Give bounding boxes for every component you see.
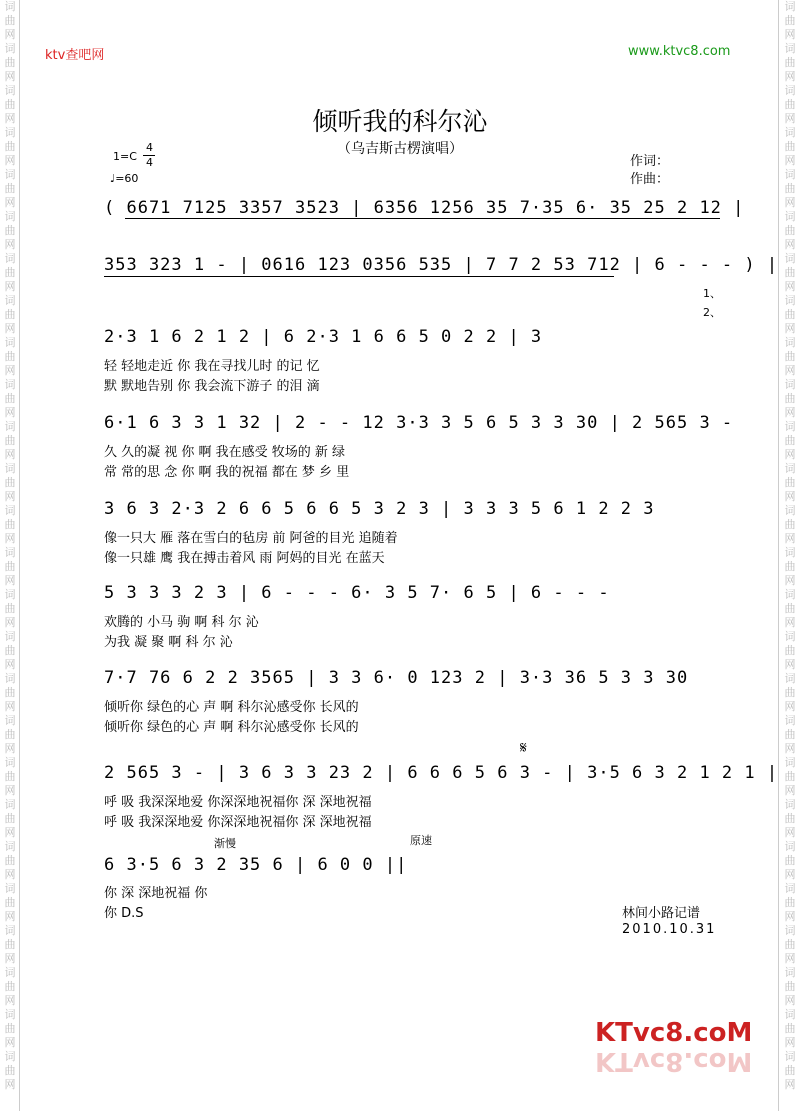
watermark-glyph: 网 [4, 448, 16, 461]
watermark-glyph: 曲 [784, 728, 796, 741]
watermark-glyph: 网 [784, 448, 796, 461]
watermark-glyph: 网 [784, 616, 796, 629]
watermark-glyph: 网 [4, 574, 16, 587]
score-row-1: ( 6671 7125 3357 3523 | 6356 1256 35 7·35 6· 35 25 2 12 | [104, 198, 745, 218]
watermark-glyph: 网 [4, 238, 16, 251]
watermark-glyph: 网 [784, 322, 796, 335]
site-name-left[interactable]: ktv查吧网 [45, 48, 105, 63]
rit-label: 渐慢 [214, 837, 236, 850]
watermark-glyph: 网 [4, 112, 16, 125]
watermark-glyph: 网 [4, 742, 16, 755]
watermark-glyph: 词 [784, 1008, 796, 1021]
watermark-glyph: 曲 [784, 56, 796, 69]
watermark-glyph: 网 [4, 364, 16, 377]
score-row-7: 7·7 76 6 2 2 3565 | 3 3 6· 0 123 2 | 3·3 36 5 3 3 30 [104, 668, 689, 688]
watermark-glyph: 曲 [784, 14, 796, 27]
watermark-glyph: 曲 [784, 602, 796, 615]
watermark-glyph: 词 [4, 462, 16, 475]
watermark-glyph: 曲 [784, 476, 796, 489]
watermark-glyph: 词 [784, 126, 796, 139]
watermark-glyph: 网 [784, 952, 796, 965]
watermark-glyph: 词 [784, 966, 796, 979]
watermark-glyph: 词 [784, 588, 796, 601]
watermark-glyph: 词 [4, 840, 16, 853]
watermark-glyph: 词 [4, 546, 16, 559]
watermark-glyph: 曲 [784, 560, 796, 573]
watermark-glyph: 网 [784, 994, 796, 1007]
watermark-glyph: 网 [784, 532, 796, 545]
score-row-2: 353 323 1 - | 0616 123 0356 535 | 7 7 2 53 712 | 6 - - - ) | [104, 255, 779, 275]
watermark-glyph: 网 [4, 196, 16, 209]
lyric-row-3-verse-2: 默 默地告别 你 我会流下游子 的泪 滴 [104, 379, 320, 394]
watermark-glyph: 词 [784, 882, 796, 895]
watermark-glyph: 词 [784, 546, 796, 559]
watermark-glyph: 曲 [784, 1022, 796, 1035]
watermark-glyph: 网 [4, 826, 16, 839]
watermark-glyph: 曲 [4, 98, 16, 111]
watermark-glyph: 曲 [4, 980, 16, 993]
composer-label: 作曲： [630, 172, 670, 187]
key-signature: 1=C [113, 150, 137, 163]
watermark-glyph: 曲 [4, 308, 16, 321]
watermark-glyph: 网 [4, 616, 16, 629]
watermark-glyph: 网 [784, 196, 796, 209]
watermark-glyph: 词 [4, 336, 16, 349]
score-row-9: 6 3·5 6 3 2 35 6 | 6 0 0 || [104, 855, 408, 875]
song-title: 倾听我的科尔沁 [312, 107, 488, 136]
transcriber-credit: 林间小路记谱 [622, 906, 701, 921]
watermark-glyph: 网 [784, 658, 796, 671]
transcription-date: 2010.10.31 [622, 922, 717, 937]
watermark-glyph: 词 [4, 378, 16, 391]
watermark-glyph: 曲 [4, 140, 16, 153]
watermark-glyph: 网 [4, 322, 16, 335]
watermark-glyph: 网 [784, 826, 796, 839]
watermark-glyph: 词 [784, 168, 796, 181]
lyric-row-9-verse-2: 你 D.S [104, 906, 144, 921]
lyric-row-7-verse-1: 倾听你 绿色的心 声 啊 科尔沁感受你 长风的 [104, 700, 359, 715]
row-2-underline [104, 276, 614, 277]
watermark-glyph: 词 [4, 588, 16, 601]
watermark-glyph: 词 [784, 504, 796, 517]
watermark-glyph: 词 [4, 420, 16, 433]
watermark-glyph: 词 [4, 504, 16, 517]
watermark-glyph: 曲 [4, 770, 16, 783]
watermark-glyph: 词 [4, 1050, 16, 1063]
watermark-glyph: 网 [4, 1036, 16, 1049]
watermark-glyph: 曲 [4, 560, 16, 573]
watermark-glyph: 曲 [784, 434, 796, 447]
watermark-glyph: 网 [4, 490, 16, 503]
site-url-right[interactable]: www.ktvc8.com [628, 44, 731, 59]
watermark-glyph: 网 [4, 532, 16, 545]
watermark-glyph: 曲 [4, 518, 16, 531]
watermark-glyph: 曲 [784, 182, 796, 195]
lyric-row-4-verse-2: 常 常的思 念 你 啊 我的祝福 都在 梦 乡 里 [104, 465, 350, 480]
watermark-glyph: 词 [784, 42, 796, 55]
time-signature-top: 4 [146, 141, 153, 154]
watermark-glyph: 曲 [784, 938, 796, 951]
time-signature-bottom: 4 [146, 156, 153, 169]
logo-text: KTvc8.coM [595, 1018, 753, 1048]
watermark-glyph: 曲 [4, 644, 16, 657]
watermark-glyph: 词 [784, 672, 796, 685]
row-1-underline [125, 218, 720, 219]
lyric-row-6-verse-2: 为我 凝 聚 啊 科 尔 沁 [104, 635, 233, 650]
volta-2: 2、 [703, 306, 721, 319]
lyric-row-7-verse-2: 倾听你 绿色的心 声 啊 科尔沁感受你 长风的 [104, 720, 359, 735]
watermark-glyph: 词 [784, 210, 796, 223]
watermark-glyph: 曲 [784, 854, 796, 867]
lyric-row-3-verse-1: 轻 轻地走近 你 我在寻找儿时 的记 忆 [104, 359, 320, 374]
watermark-glyph: 网 [784, 28, 796, 41]
watermark-glyph: 曲 [784, 98, 796, 111]
watermark-glyph: 网 [784, 742, 796, 755]
watermark-glyph: 词 [4, 294, 16, 307]
watermark-glyph: 曲 [784, 644, 796, 657]
watermark-glyph: 网 [4, 70, 16, 83]
watermark-glyph: 曲 [4, 56, 16, 69]
watermark-glyph: 曲 [784, 518, 796, 531]
watermark-glyph: 网 [784, 280, 796, 293]
watermark-glyph: 词 [4, 672, 16, 685]
watermark-glyph: 词 [784, 756, 796, 769]
watermark-glyph: 曲 [4, 434, 16, 447]
watermark-glyph: 网 [4, 994, 16, 1007]
watermark-glyph: 词 [4, 798, 16, 811]
score-row-4: 6·1 6 3 3 1 32 | 2 - - 12 3·3 3 5 6 5 3 3 30 | 2 565 3 - [104, 413, 734, 433]
watermark-glyph: 词 [784, 378, 796, 391]
logo-reflection-text: KTvc8.coM [595, 1046, 753, 1076]
watermark-glyph: 曲 [4, 896, 16, 909]
score-row-8: 2 565 3 - | 3 6 3 3 23 2 | 6 6 6 5 6 3 - | 3·5 6 3 2 1 2 1 | [104, 763, 779, 783]
watermark-glyph: 词 [784, 924, 796, 937]
watermark-glyph: 词 [4, 0, 16, 13]
watermark-glyph: 曲 [784, 812, 796, 825]
watermark-glyph: 曲 [784, 224, 796, 237]
song-subtitle: （乌吉斯古楞演唱） [337, 141, 463, 157]
watermark-glyph: 曲 [4, 602, 16, 615]
watermark-glyph: 曲 [4, 350, 16, 363]
watermark-glyph: 网 [4, 952, 16, 965]
watermark-glyph: 网 [784, 1078, 796, 1091]
watermark-glyph: 曲 [4, 854, 16, 867]
watermark-glyph: 曲 [784, 392, 796, 405]
watermark-glyph: 词 [784, 1050, 796, 1063]
left-margin-line [19, 0, 20, 1111]
watermark-glyph: 网 [4, 406, 16, 419]
watermark-glyph: 词 [784, 252, 796, 265]
watermark-glyph: 词 [4, 966, 16, 979]
watermark-glyph: 曲 [4, 266, 16, 279]
score-row-6: 5 3 3 3 2 3 | 6 - - - 6· 3 5 7· 6 5 | 6 - - - [104, 583, 610, 603]
watermark-glyph: 网 [4, 784, 16, 797]
lyric-row-6-verse-1: 欢腾的 小马 驹 啊 科 尔 沁 [104, 615, 259, 630]
watermark-glyph: 网 [4, 700, 16, 713]
watermark-glyph: 网 [784, 574, 796, 587]
watermark-glyph: 曲 [4, 224, 16, 237]
watermark-glyph: 词 [4, 630, 16, 643]
watermark-glyph: 词 [784, 630, 796, 643]
watermark-glyph: 曲 [784, 896, 796, 909]
watermark-glyph: 词 [784, 714, 796, 727]
lyric-row-5-verse-1: 像一只大 雁 落在雪白的毡房 前 阿爸的目光 追随着 [104, 531, 398, 546]
watermark-glyph: 词 [784, 84, 796, 97]
watermark-glyph: 词 [4, 882, 16, 895]
watermark-glyph: 词 [4, 924, 16, 937]
watermark-glyph: 词 [784, 840, 796, 853]
right-watermark [782, 0, 798, 1111]
watermark-glyph: 曲 [4, 1022, 16, 1035]
watermark-glyph: 曲 [4, 476, 16, 489]
watermark-glyph: 网 [784, 154, 796, 167]
watermark-glyph: 网 [4, 910, 16, 923]
watermark-glyph: 曲 [784, 140, 796, 153]
a-tempo-label: 原速 [410, 834, 432, 847]
watermark-glyph: 网 [784, 406, 796, 419]
watermark-glyph: 网 [784, 238, 796, 251]
lyric-row-8-verse-2: 呼 吸 我深深地爱 你深深地祝福你 深 深地祝福 [104, 815, 372, 830]
watermark-glyph: 网 [784, 112, 796, 125]
watermark-glyph: 网 [784, 70, 796, 83]
watermark-glyph: 网 [4, 280, 16, 293]
segno-sign: 𝄋 [520, 738, 527, 757]
watermark-glyph: 网 [784, 784, 796, 797]
watermark-glyph: 网 [784, 700, 796, 713]
watermark-glyph: 曲 [784, 350, 796, 363]
watermark-glyph: 词 [784, 420, 796, 433]
watermark-glyph: 曲 [784, 980, 796, 993]
watermark-glyph: 网 [4, 1078, 16, 1091]
watermark-glyph: 词 [4, 756, 16, 769]
watermark-glyph: 网 [784, 1036, 796, 1049]
lyric-row-4-verse-1: 久 久的凝 视 你 啊 我在感受 牧场的 新 绿 [104, 445, 346, 460]
watermark-glyph: 网 [784, 364, 796, 377]
watermark-glyph: 曲 [4, 812, 16, 825]
watermark-glyph: 曲 [4, 14, 16, 27]
watermark-glyph: 曲 [784, 1064, 796, 1077]
watermark-glyph: 曲 [4, 938, 16, 951]
watermark-glyph: 网 [784, 490, 796, 503]
watermark-glyph: 词 [784, 294, 796, 307]
watermark-glyph: 词 [4, 252, 16, 265]
watermark-glyph: 网 [4, 658, 16, 671]
watermark-glyph: 词 [784, 336, 796, 349]
watermark-glyph: 曲 [4, 728, 16, 741]
watermark-glyph: 曲 [4, 686, 16, 699]
lyric-row-8-verse-1: 呼 吸 我深深地爱 你深深地祝福你 深 深地祝福 [104, 795, 372, 810]
watermark-glyph: 网 [784, 910, 796, 923]
watermark-glyph: 词 [784, 0, 796, 13]
watermark-glyph: 词 [784, 462, 796, 475]
watermark-glyph: 词 [4, 1008, 16, 1021]
ktv-logo[interactable] [595, 1018, 752, 1048]
score-row-3: 2·3 1 6 2 1 2 | 6 2·3 1 6 6 5 0 2 2 | 3 [104, 327, 543, 347]
watermark-glyph: 网 [4, 28, 16, 41]
score-row-5: 3 6 3 2·3 2 6 6 5 6 6 5 3 2 3 | 3 3 3 5 6 1 2 2 3 [104, 499, 655, 519]
watermark-glyph: 词 [784, 798, 796, 811]
watermark-glyph: 曲 [784, 770, 796, 783]
volta-1: 1、 [703, 287, 721, 300]
watermark-glyph: 曲 [4, 1064, 16, 1077]
lyricist-label: 作词： [630, 154, 670, 169]
right-margin-line [778, 0, 779, 1111]
watermark-glyph: 网 [4, 868, 16, 881]
watermark-glyph: 网 [784, 868, 796, 881]
tempo-marking: ♩=60 [110, 172, 139, 185]
watermark-glyph: 词 [4, 42, 16, 55]
watermark-glyph: 词 [4, 84, 16, 97]
lyric-row-5-verse-2: 像一只雄 鹰 我在搏击着风 雨 阿妈的目光 在蓝天 [104, 551, 385, 566]
watermark-glyph: 词 [4, 126, 16, 139]
left-watermark [2, 0, 18, 1111]
ktv-logo-reflection [595, 1046, 752, 1076]
watermark-glyph: 曲 [784, 686, 796, 699]
watermark-glyph: 词 [4, 210, 16, 223]
watermark-glyph: 曲 [784, 308, 796, 321]
watermark-glyph: 词 [4, 168, 16, 181]
lyric-row-9-verse-1: 你 深 深地祝福 你 [104, 886, 208, 901]
watermark-glyph: 词 [4, 714, 16, 727]
watermark-glyph: 曲 [4, 182, 16, 195]
watermark-glyph: 曲 [784, 266, 796, 279]
watermark-glyph: 网 [4, 154, 16, 167]
watermark-glyph: 曲 [4, 392, 16, 405]
